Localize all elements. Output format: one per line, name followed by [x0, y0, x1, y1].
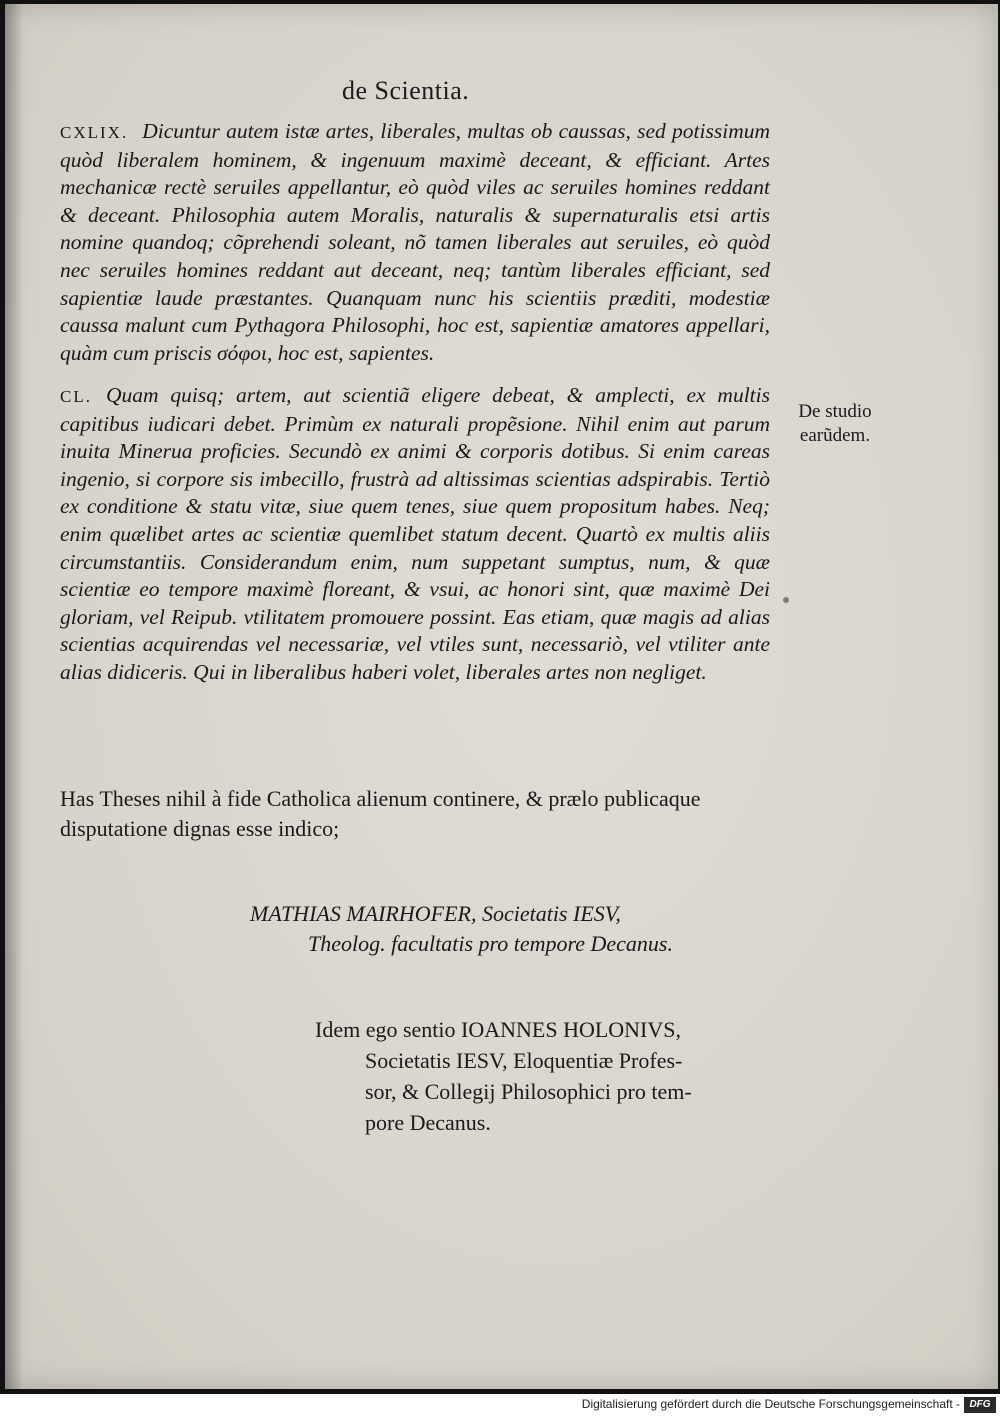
funding-notice: Digitalisierung gefördert durch die Deutsche Forschungsgemeinschaft -	[581, 1397, 960, 1411]
margin-note-line: De studio	[798, 401, 872, 422]
thesis-text: Dicuntur autem istæ artes, liberales, multas ob caussas, sed potissimum quòd liberalem hominem, & ingenuum maximè deceant, & efficiant. Artes mechanicæ rectè seruiles appellantur, eò quòd viles ac seruiles homines reddant & deceant. Philosophia autem Moralis, naturalis & supernaturalis etsi artis nomine quandoq; cõprehendi soleant, nõ tamen liberales aut seruiles, eò quòd nec seruiles homines reddant aut deceant, neq; tantùm liberales efficiant, sed sapientiæ laude præstantes. Quanquam nunc his scientiis præditi, modestiæ caussa malunt cum Pythagora Philosophi, hoc est, sapientiæ amatores appellari, quàm cum priscis σόφοι, hoc est, sapientes.	[60, 119, 770, 365]
signature-mairhofer	[250, 899, 770, 959]
signer-line: Theolog. facultatis pro tempore Decanus.	[308, 931, 673, 956]
thesis-text: Quam quisq; artem, aut scientiã eligere debeat, & amplecti, ex multis capitibus iudicari debet. Primùm ex naturali propẽsione. Nihil enim aut parum inuita Minerua proficies. Secundò ex animi & corporis dotibus. Si enim careas ingenio, si corpore sis imbecillo, frustrà ad altissimas scientias adspirabis. Tertiò ex conditione & statu vitæ, siue quem tenes, siue quem propositum habes. Neq; enim quælibet artes ac scientiæ quemlibet statum decent. Quartò ex multis aliis circumstantiis. Considerandum enim, num suppetant sumptus, num, & quæ scientiæ eo tempore maximè floreant, & vsui, ac honori sint, quæ maximè Dei gloriam, vel Reipub. vtilitatem promouere possint. Eas etiam, quæ magis ad alias scientias acquirendas vel necessariæ, vel vtiles sunt, necessariò, vel vtiliter ante alias didiceris. Qui in liberalibus haberi volet, liberales artes non negliget.	[60, 383, 770, 684]
paper-speck	[783, 597, 789, 603]
footer-bar	[0, 1394, 1000, 1418]
margin-note-line: earũdem.	[799, 425, 871, 446]
idem-line: pore Decanus.	[365, 1110, 491, 1135]
idem-line: Idem ego sentio IOANNES HOLONIVS,	[315, 1017, 682, 1042]
margin-note	[785, 400, 885, 448]
thesis-number: CL.	[60, 387, 92, 406]
thesis-149	[60, 118, 770, 367]
thesis-number: CXLIX.	[60, 123, 129, 142]
idem-line: sor, & Collegij Philosophici pro tem-	[365, 1079, 692, 1104]
approval-statement: Has Theses nihil à fide Catholica alienum continere, & prælo publicaque disputatione dignas esse indico;	[60, 786, 701, 841]
dfg-logo-icon: DFG	[964, 1397, 996, 1413]
thesis-150	[60, 382, 770, 687]
signer-line: MATHIAS MAIRHOFER, Societatis IESV,	[250, 901, 621, 926]
idem-line: Societatis IESV, Eloquentiæ Profes-	[365, 1048, 683, 1073]
running-head: de Scientia.	[342, 76, 470, 105]
book-page	[5, 4, 998, 1389]
signature-holonius	[315, 1014, 775, 1138]
